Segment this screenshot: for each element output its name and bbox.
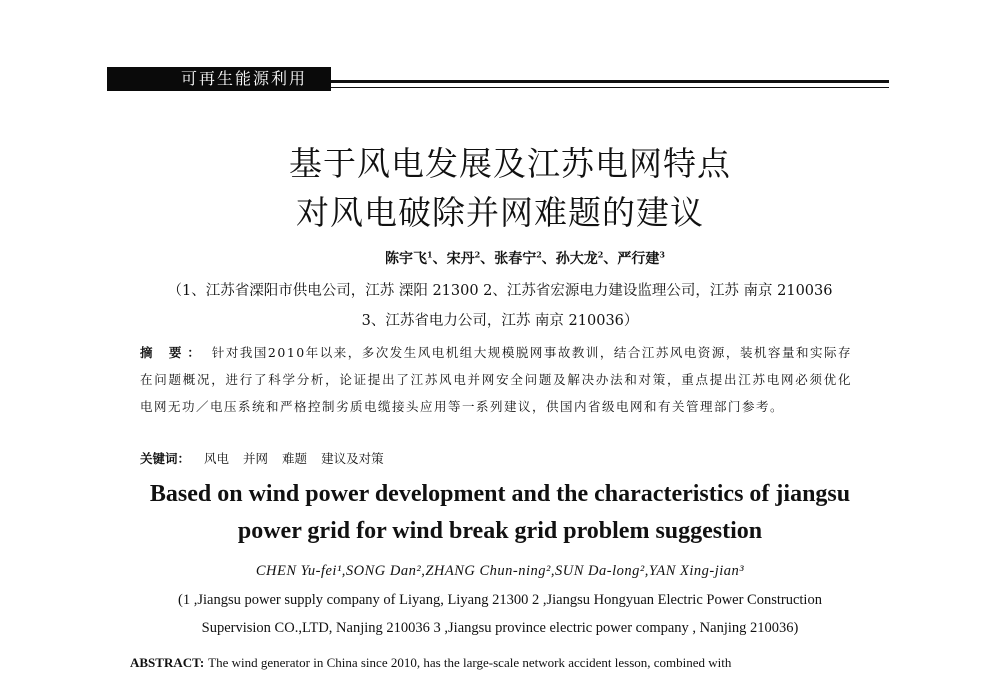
chinese-title-line-1: 基于风电发展及江苏电网特点 xyxy=(289,144,731,183)
keyword: 难题 xyxy=(282,451,308,466)
abstract-label: 摘 要： xyxy=(140,345,206,360)
english-affiliation-line-1: (1 ,Jiangsu power supply company of Liyang, Liyang 21300 2 ,Jiangsu Hongyuan Electric Power Construction xyxy=(178,592,822,608)
abstract-text: 针对我国2010年以来，多次发生风电机组大规模脱网事故教训，结合江苏风电资源，装机容量和实际存在问题概况，进行了科学分析，论证提出了江苏风电并网安全问题及解决办法和对策，重点提出江苏电网必须优化电网无功／电压系统和严格控制劣质电缆接头应用等一系列建议，供国内省级电网和有关管理部门参考。 xyxy=(140,345,852,414)
header-rule-thick xyxy=(331,80,889,83)
author-name: 严行建 xyxy=(617,251,660,267)
keyword: 风电 xyxy=(204,451,230,466)
english-affiliation-line-2: Supervision CO.,LTD, Nanjing 210036 3 ,Jiangsu province electric power company , Nanjing 210036) xyxy=(201,620,799,636)
author-name: 张春宁 xyxy=(494,251,537,267)
chinese-keywords xyxy=(140,449,384,467)
header-rule-thin xyxy=(331,87,889,88)
english-abstract-label: ABSTRACT: xyxy=(130,655,205,670)
author-name: 孙大龙 xyxy=(555,251,598,267)
section-tag: 可再生能源利用 xyxy=(107,67,331,91)
english-title-line-2: power grid for wind break grid problem suggestion xyxy=(237,518,763,544)
author-affiliation-mark: 2 xyxy=(536,249,542,260)
english-abstract-text: The wind generator in China since 2010, has the large-scale network accident lesson, combined with xyxy=(208,655,732,670)
author-affiliation-mark: 2 xyxy=(474,249,481,260)
author-affiliation-mark: 3 xyxy=(659,249,665,260)
author-name: 宋丹 xyxy=(446,251,475,267)
journal-header xyxy=(107,67,889,91)
chinese-title-line-2: 对风电破除并网难题的建议 xyxy=(296,193,704,232)
english-abstract xyxy=(130,655,870,671)
keywords-label: 关键词： xyxy=(140,451,191,466)
author-affiliation-mark: 2 xyxy=(597,249,604,260)
author-affiliation-mark: 1 xyxy=(427,249,433,260)
chinese-affiliation-line-2: 3、江苏省电力公司，江苏 南京 210036） xyxy=(361,313,639,329)
chinese-affiliation-line-1: （1、江苏省溧阳市供电公司，江苏 溧阳 21300 2、江苏省宏源电力建设监理公司，江苏 南京 210036 xyxy=(167,283,833,299)
chinese-abstract xyxy=(140,339,852,420)
chinese-authors: 陈宇飞$^1$、宋丹$^2$、张春宁$^2$、孙大龙$^2$、严行建$^3$ xyxy=(385,249,665,267)
keyword: 并网 xyxy=(243,451,269,466)
english-authors: CHEN Yu-fei¹,SONG Dan²,ZHANG Chun-ning²,SUN Da-long²,YAN Xing-jian³ xyxy=(255,563,745,579)
english-title-line-1: Based on wind power development and the characteristics of jiangsu xyxy=(149,481,851,507)
keyword: 建议及对策 xyxy=(321,451,384,466)
author-name: 陈宇飞 xyxy=(385,251,428,267)
